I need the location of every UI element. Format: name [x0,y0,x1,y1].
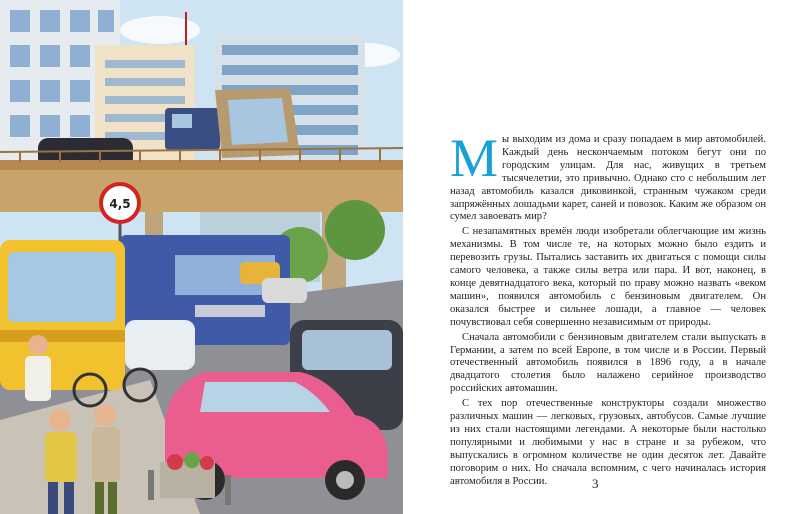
article-text [450,128,766,490]
drop-cap: М [450,128,499,188]
paragraph: С тех пор отечественные конструкторы создали множество различных машин — легковых, грузовых, автобусов. Самые лучшие из них стали настоящими легендами. А некоторые были настолько популярными и любимыми у нас в стране и за рубежом, что выпускались в огромном количестве не один десяток лет. Давайте поговорим о них. Но сначала вспомним, с чего начиналась история автомобиля в России. [450,398,766,487]
height-limit-sign-text: 4,5 [109,197,131,211]
bollard [225,475,231,505]
page-number: 3 [592,476,599,491]
cloud [120,16,200,44]
paragraph: С незапамятных времён люди изобретали облегчающие им жизнь механизмы. В том числе те, на которых можно было ездить и перевозить грузы. Пытались заставить их двигаться с помощи силы самого человека, а также силы ветра или пара. И вот, наконец, в конце девятнадцатого века, который по праву можно назвать «веком машин», появился автомобиль с бензиновым двигателем. Он оказался быстрее и сильнее лошади, а главное — человек почувствовал себя совершенно независимым от природы. [450,226,766,328]
bollard [148,470,154,500]
silver-car [262,278,307,303]
tree [325,200,385,260]
pedestrian [25,335,51,401]
paragraph-intro-text: ы выходим из дома и сразу попадаем в мир автомобилей. Каждый день нескончаемым потоком бегут они по городским улицам. Для нас, живущих в третьем тысячелетии, это привычно. Однако сто с небольшим лет назад автомобиль казался диковинкой, странным чужаком среди запряжённых лошадьми карет, саней и повозок. Каким же образом он сумел завоевать мир? [450,134,766,223]
white-van [125,320,195,370]
paragraph: Сначала автомобили с бензиновым двигателем стали выпускать в Германии, а затем по всей Европе, в том числе и в России. Первый отечественный автомобиль появился в 1896 году, а в начале двадцатого столетия было налажено серийное производство российских автомашин. [450,331,766,395]
paragraph-intro [450,128,766,224]
